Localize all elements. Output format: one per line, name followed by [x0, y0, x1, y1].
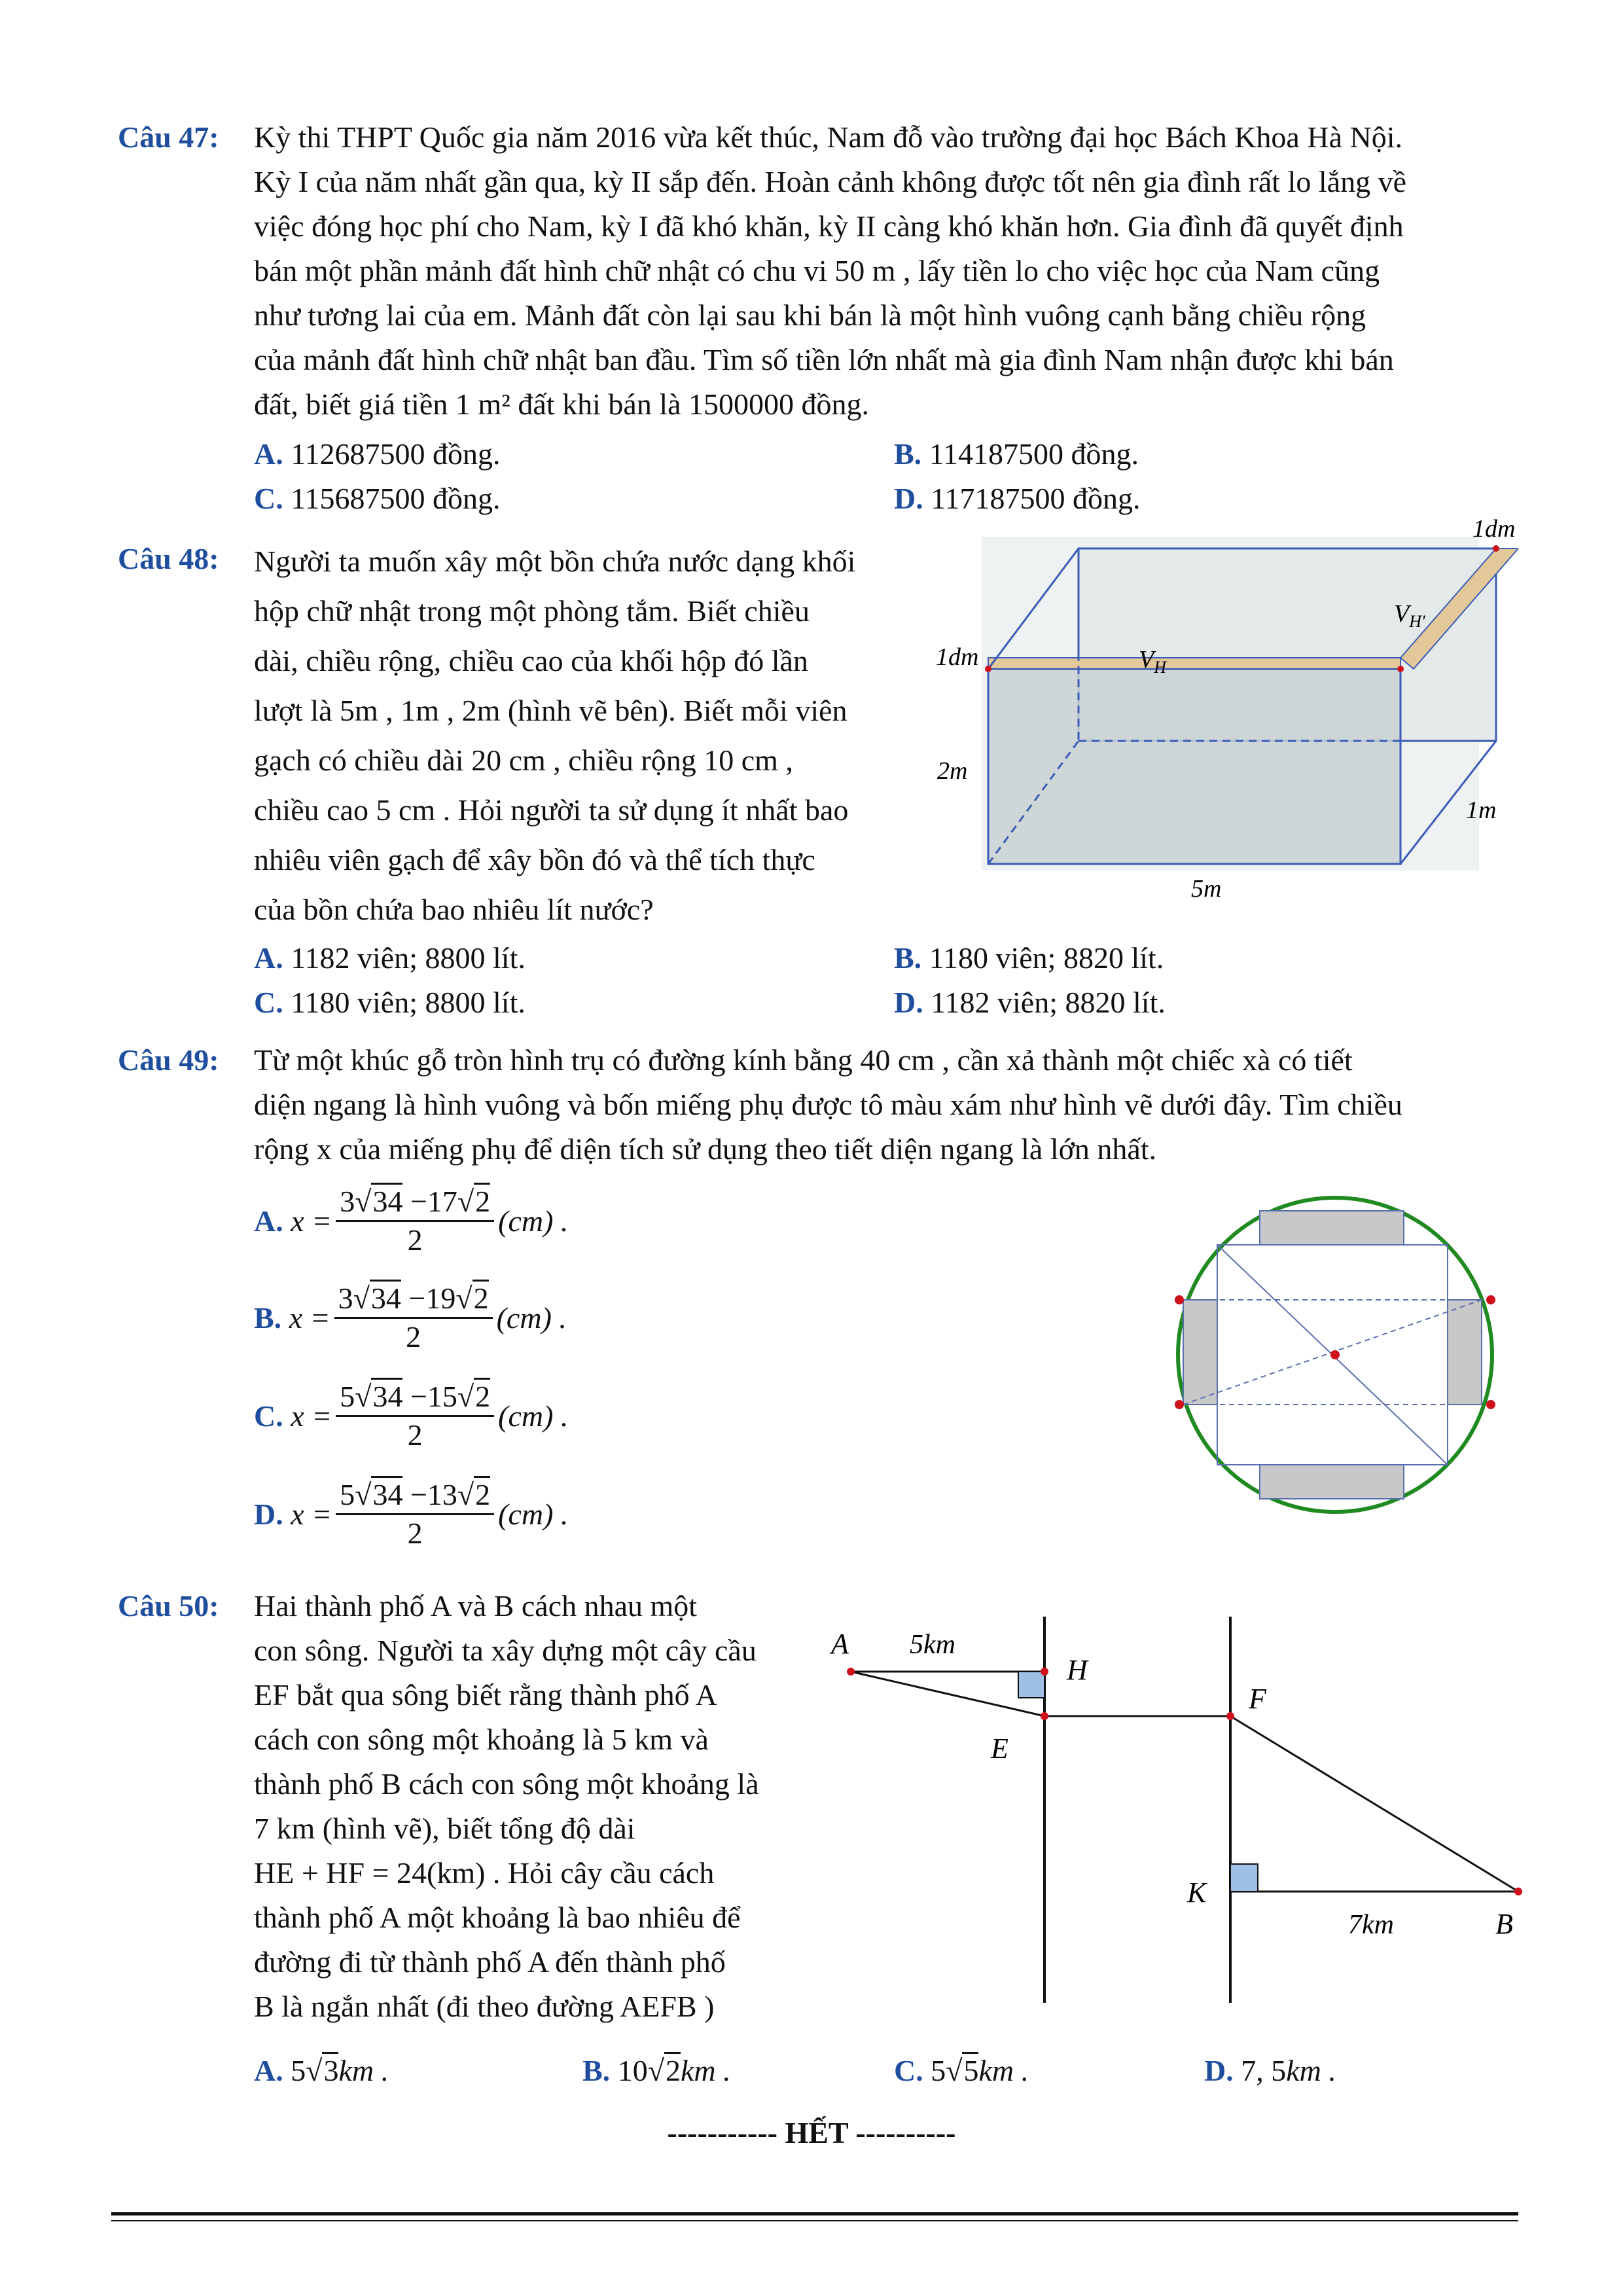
option-letter: B. [582, 2054, 611, 2087]
q49-option-b[interactable] [254, 1280, 567, 1355]
vertex-dot [1175, 1295, 1184, 1304]
q47-option-b[interactable] [894, 432, 1139, 476]
option-letter: D. [894, 986, 923, 1019]
q47-line: như tương lai của em. Mảnh đất còn lại sau khi bán là một hình vuông cạnh bằng chiều rộng [254, 298, 1366, 332]
q47-line: của mảnh đất hình chữ nhật ban đầu. Tìm số tiền lớn nhất mà gia đình Nam nhận được khi bán [254, 343, 1394, 376]
q48-line: lượt là 5m , 1m , 2m (hình vẽ bên). Biết mỗi viên [254, 694, 847, 727]
point-h [1041, 1668, 1048, 1676]
q50-label: Câu 50: [118, 1589, 219, 1623]
option-text: 112687500 đồng. [291, 437, 501, 471]
footer-rule [111, 2212, 1518, 2215]
option-unit: km . [1286, 2054, 1336, 2087]
formula-var: x = [291, 1399, 332, 1433]
vertex-dot [1175, 1400, 1184, 1409]
q49-option-c[interactable] [254, 1378, 568, 1454]
q48-line: của bồn chứa bao nhiêu lít nước? [254, 893, 654, 926]
label-left-1dm: 1dm [936, 643, 979, 671]
q50-line: B là ngắn nhất (đi theo đường AEFB ) [254, 1990, 715, 2023]
q48-label: Câu 48: [118, 542, 219, 575]
center-dot [1330, 1350, 1340, 1359]
segment-fb [1230, 1716, 1518, 1892]
option-radicand: 3 [322, 2052, 338, 2087]
option-letter: C. [254, 1399, 283, 1433]
option-letter: B. [254, 1301, 282, 1335]
right-angle-k [1230, 1864, 1258, 1892]
tank-wall-front [988, 658, 1400, 669]
q47-option-a[interactable] [254, 432, 501, 476]
point-e [1041, 1712, 1048, 1720]
q48-line: nhiêu viên gạch để xây bồn đó và thể tích thực [254, 843, 815, 876]
q48-text [254, 537, 915, 935]
label-5km: 5km [910, 1630, 955, 1660]
water-tank-figure [929, 511, 1518, 916]
option-text: 1182 viên; 8820 lít. [931, 986, 1166, 1019]
q48-line: gạch có chiều dài 20 cm , chiều rộng 10 cm , [254, 744, 793, 777]
q50-line: thành phố A một khoảng là bao nhiêu để [254, 1901, 741, 1934]
q47-line: bán một phần mảnh đất hình chữ nhật có chu vi 50 m , lấy tiền lo cho việc học của Nam cũng [254, 254, 1380, 287]
option-text: 114187500 đồng. [929, 437, 1139, 471]
q49-line: Từ một khúc gỗ tròn hình trụ có đường kính bằng 40 cm , cần xả thành một chiếc xà có tiết [254, 1043, 1353, 1077]
q47-label: Câu 47: [118, 120, 219, 154]
option-radicand: 5 [962, 2052, 978, 2087]
log-cross-section-figure [1165, 1185, 1505, 1525]
q49-label: Câu 49: [118, 1043, 219, 1077]
q48-option-c[interactable] [254, 980, 526, 1025]
formula-fraction: $\frac{3√34 -17√2}{2}$ [336, 1183, 494, 1259]
q50-line: HE + HF = 24(km) . Hỏi cây cầu cách [254, 1856, 715, 1890]
q47-line: việc đóng học phí cho Nam, kỳ I đã khó khăn, kỳ II càng khó khăn hơn. Gia đình đã quyết định [254, 209, 1404, 243]
bridge-figure [825, 1604, 1544, 2009]
q50-line: thành phố B cách con sông một khoảng là [254, 1767, 759, 1801]
q48-line: dài, chiều rộng, chiều cao của khối hộp đó lần [254, 644, 808, 677]
vertex-dot [1486, 1400, 1495, 1409]
label-e: E [991, 1732, 1008, 1765]
vertex-dot [1397, 666, 1404, 672]
q49-line: diện ngang là hình vuông và bốn miếng phụ được tô màu xám như hình vẽ dưới đây. Tìm chiều [254, 1088, 1402, 1121]
option-letter: D. [1204, 2054, 1234, 2087]
formula-var: x = [289, 1301, 330, 1335]
q48-line: chiều cao 5 cm . Hỏi người ta sử dụng ít nhất bao [254, 793, 849, 827]
option-coef: 10 [617, 2054, 648, 2087]
label-depth-1m: 1m [1466, 797, 1497, 824]
vertex-dot [1486, 1295, 1495, 1304]
q50-line: con sông. Người ta xây dựng một cây cầu [254, 1634, 757, 1667]
q50-option-b[interactable]: B. 10√2km . [582, 2049, 731, 2093]
label-7km: 7km [1348, 1910, 1394, 1940]
point-a [847, 1668, 855, 1676]
q48-option-d[interactable] [894, 980, 1166, 1025]
q50-line: đường đi từ thành phố A đến thành phố [254, 1945, 726, 1979]
formula-var: x = [291, 1498, 332, 1531]
option-letter: C. [254, 482, 283, 515]
option-coef: 7, 5 [1241, 2054, 1287, 2087]
label-f: F [1249, 1683, 1266, 1715]
q48-option-a[interactable] [254, 936, 526, 980]
q49-text [254, 1038, 1517, 1172]
option-unit: km . [680, 2054, 731, 2087]
formula-unit: (cm) . [498, 1399, 569, 1433]
formula-fraction: $\frac{3√34 -19√2}{2}$ [334, 1280, 493, 1355]
option-letter: A. [254, 1204, 283, 1238]
label-length-5m: 5m [1191, 875, 1222, 903]
option-text: 1180 viên; 8820 lít. [929, 941, 1164, 975]
vertex-dot [985, 666, 991, 672]
option-letter: D. [254, 1498, 283, 1531]
q47-option-c[interactable] [254, 476, 501, 521]
q50-line: Hai thành phố A và B cách nhau một [254, 1589, 698, 1623]
end-marker: ----------- HẾT ---------- [667, 2116, 956, 2149]
label-h: H [1067, 1654, 1088, 1686]
option-letter: C. [254, 986, 283, 1019]
q47-line: đất, biết giá tiền 1 m² đất khi bán là 1500000 đồng. [254, 387, 870, 421]
formula-fraction: $\frac{5√34 -13√2}{2}$ [336, 1477, 494, 1552]
q47-line: Kỳ thi THPT Quốc gia năm 2016 vừa kết thúc, Nam đỗ vào trường đại học Bách Khoa Hà Nội. [254, 120, 1402, 154]
label-k: K [1187, 1876, 1207, 1909]
label-a: A [831, 1628, 849, 1660]
option-letter: A. [254, 2054, 283, 2087]
option-unit: km . [978, 2054, 1029, 2087]
label-top-1dm: 1dm [1472, 515, 1516, 543]
label-vh-prime: $V_{H'}$ [1394, 600, 1425, 631]
q50-line: cách con sông một khoảng là 5 km và [254, 1723, 709, 1756]
option-radicand: 2 [664, 2052, 681, 2087]
option-letter: D. [894, 482, 923, 515]
option-text: 1180 viên; 8800 lít. [291, 986, 526, 1019]
vertex-dot [1493, 545, 1499, 552]
q49-option-a[interactable] [254, 1183, 568, 1259]
q50-option-d[interactable] [1204, 2049, 1336, 2093]
formula-unit: (cm) . [496, 1301, 567, 1335]
option-unit: km . [338, 2054, 389, 2087]
q50-text [254, 1584, 817, 2029]
q48-line: Người ta muốn xây một bồn chứa nước dạng khối [254, 545, 856, 578]
option-text: 1182 viên; 8800 lít. [291, 941, 526, 975]
option-letter: B. [894, 437, 922, 471]
option-letter: A. [254, 437, 283, 471]
side-piece-bottom [1260, 1465, 1404, 1499]
q50-line: EF bắt qua sông biết rằng thành phố A [254, 1678, 717, 1712]
q50-option-a[interactable]: A. 5√3km . [254, 2049, 389, 2093]
label-vh: $V_H$ [1139, 646, 1166, 677]
side-piece-top [1260, 1211, 1404, 1245]
point-b [1514, 1888, 1522, 1895]
point-f [1226, 1712, 1234, 1720]
label-b: B [1495, 1908, 1513, 1940]
option-coef: 5 [291, 2054, 306, 2087]
side-piece-right [1448, 1300, 1482, 1405]
q47-text [254, 115, 1517, 427]
formula-var: x = [291, 1204, 332, 1238]
option-text: 117187500 đồng. [931, 482, 1141, 515]
q50-line: 7 km (hình vẽ), biết tổng độ dài [254, 1812, 635, 1845]
label-height-2m: 2m [937, 757, 968, 785]
segment-ae [851, 1672, 1044, 1716]
q47-line: Kỳ I của năm nhất gần qua, kỳ II sắp đến. Hoàn cảnh không được tốt nên gia đình rất lo lắng về [254, 165, 1406, 198]
side-piece-left [1183, 1300, 1217, 1405]
formula-unit: (cm) . [498, 1498, 569, 1531]
right-angle-h [1018, 1672, 1044, 1698]
formula-fraction: $\frac{5√34 -15√2}{2}$ [336, 1378, 494, 1454]
q49-line: rộng x của miếng phụ để diện tích sử dụng theo tiết diện ngang là lớn nhất. [254, 1132, 1157, 1166]
option-coef: 5 [931, 2054, 946, 2087]
option-letter: C. [894, 2054, 923, 2087]
tank-front-face [988, 669, 1400, 864]
q48-option-b[interactable] [894, 936, 1164, 980]
q48-line: hộp chữ nhật trong một phòng tắm. Biết chiều [254, 594, 810, 628]
option-letter: A. [254, 941, 283, 975]
option-text: 115687500 đồng. [291, 482, 501, 515]
formula-unit: (cm) . [498, 1204, 569, 1238]
q50-option-c[interactable]: C. 5√5km . [894, 2049, 1029, 2093]
option-letter: B. [894, 941, 922, 975]
footer-rule-thin [111, 2220, 1518, 2221]
q49-option-d[interactable] [254, 1477, 568, 1552]
